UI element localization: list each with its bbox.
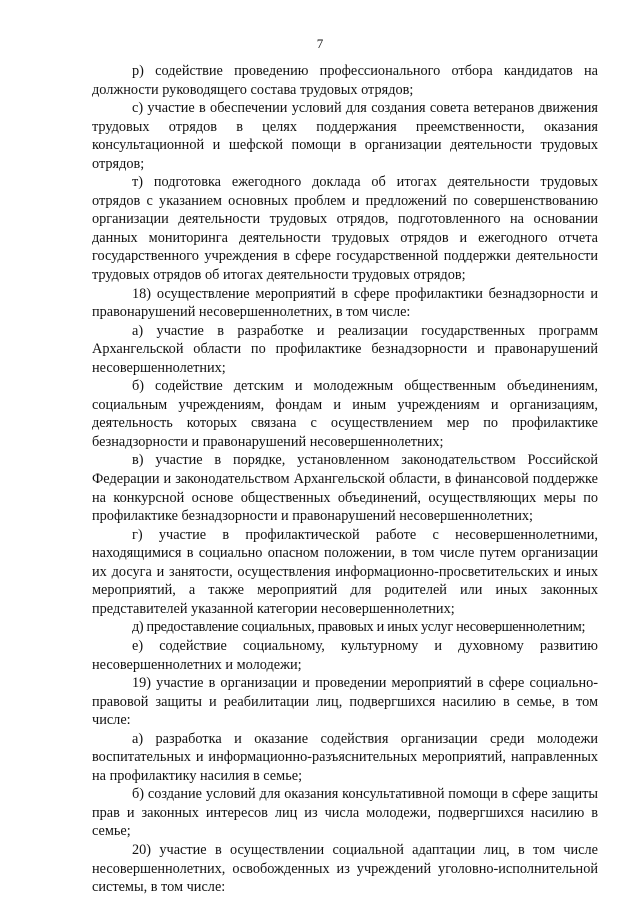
paragraph-19: 19) участие в организации и проведении мероприятий в сфере социально-правовой защиты и реабилитации лиц, подвергшихся насилию в семье, в том числе: (92, 675, 598, 729)
paragraph-t: т) подготовка ежегодного доклада об итогах деятельности трудовых отрядов с указанием основных проблем и предложений по совершенствованию организации деятельности трудовых отрядов, подготовленного на основании данных мониторинга деятельности трудовых отрядов и ежегодного отчета государственного учреждения в сфере государственной поддержки деятельности трудовых отрядов об итогах деятельности трудовых отрядов; (92, 174, 598, 284)
paragraph-s: с) участие в обеспечении условий для создания совета ветеранов движения трудовых отрядов в целях поддержания преемственности, оказания консультационной и шефской помощи в организации деятельности трудовых отрядов; (92, 100, 598, 172)
paragraph-18: 18) осуществление мероприятий в сфере профилактики безнадзорности и правонарушений несовершеннолетних, в том числе: (92, 285, 598, 321)
paragraph-19-b: б) создание условий для оказания консультативной помощи в сфере защиты прав и законных интересов лиц из числа молодежи, подвергшихся насилию в семье; (92, 786, 598, 840)
paragraph-18-b: б) содействие детским и молодежным общественным объединениям, социальным учреждениям, фондам и иным учреждениям и организациям, деятельность которых связана с осуществлением мер по профилактике безнадзорности и правонарушений несовершеннолетних; (92, 378, 598, 450)
paragraph-19-a: а) разработка и оказание содействия организации среди молодежи воспитательных и информационно-разъяснительных мероприятий, направленных на профилактику насилия в семье; (92, 730, 598, 784)
paragraph-20: 20) участие в осуществлении социальной адаптации лиц, в том числе несовершеннолетних, освобожденных из учреждений уголовно-исполнительной системы, в том числе: (92, 841, 598, 896)
document-body (92, 62, 598, 897)
paragraph-18-e: е) содействие социальному, культурному и духовному развитию несовершеннолетних и молодежи; (92, 637, 598, 673)
paragraph-18-g: г) участие в профилактической работе с несовершеннолетними, находящимися в социально опасном положении, в том числе путем организации их досуга и занятости, осуществления информационно-просветительских и иных мероприятий, а также мероприятий для родителей или иных законных представителей указанной категории несовершеннолетних; (92, 526, 598, 617)
paragraph-18-a: а) участие в разработке и реализации государственных программ Архангельской области по профилактике безнадзорности и правонарушений несовершеннолетних; (92, 322, 598, 376)
paragraph-r: р) содействие проведению профессионального отбора кандидатов на должности руководящего состава трудовых отрядов; (92, 63, 598, 98)
paragraph-18-d: д) предоставление социальных, правовых и иных услуг несовершеннолетним; (132, 619, 586, 636)
paragraph-18-v: в) участие в порядке, установленном законодательством Российской Федерации и законодательством Архангельской области, в финансовой поддержке на конкурсной основе общественных объединений, осуществляющих меры по профилактике безнадзорности и правонарушений несовершеннолетних; (92, 452, 598, 525)
page-number: 7 (316, 36, 324, 51)
